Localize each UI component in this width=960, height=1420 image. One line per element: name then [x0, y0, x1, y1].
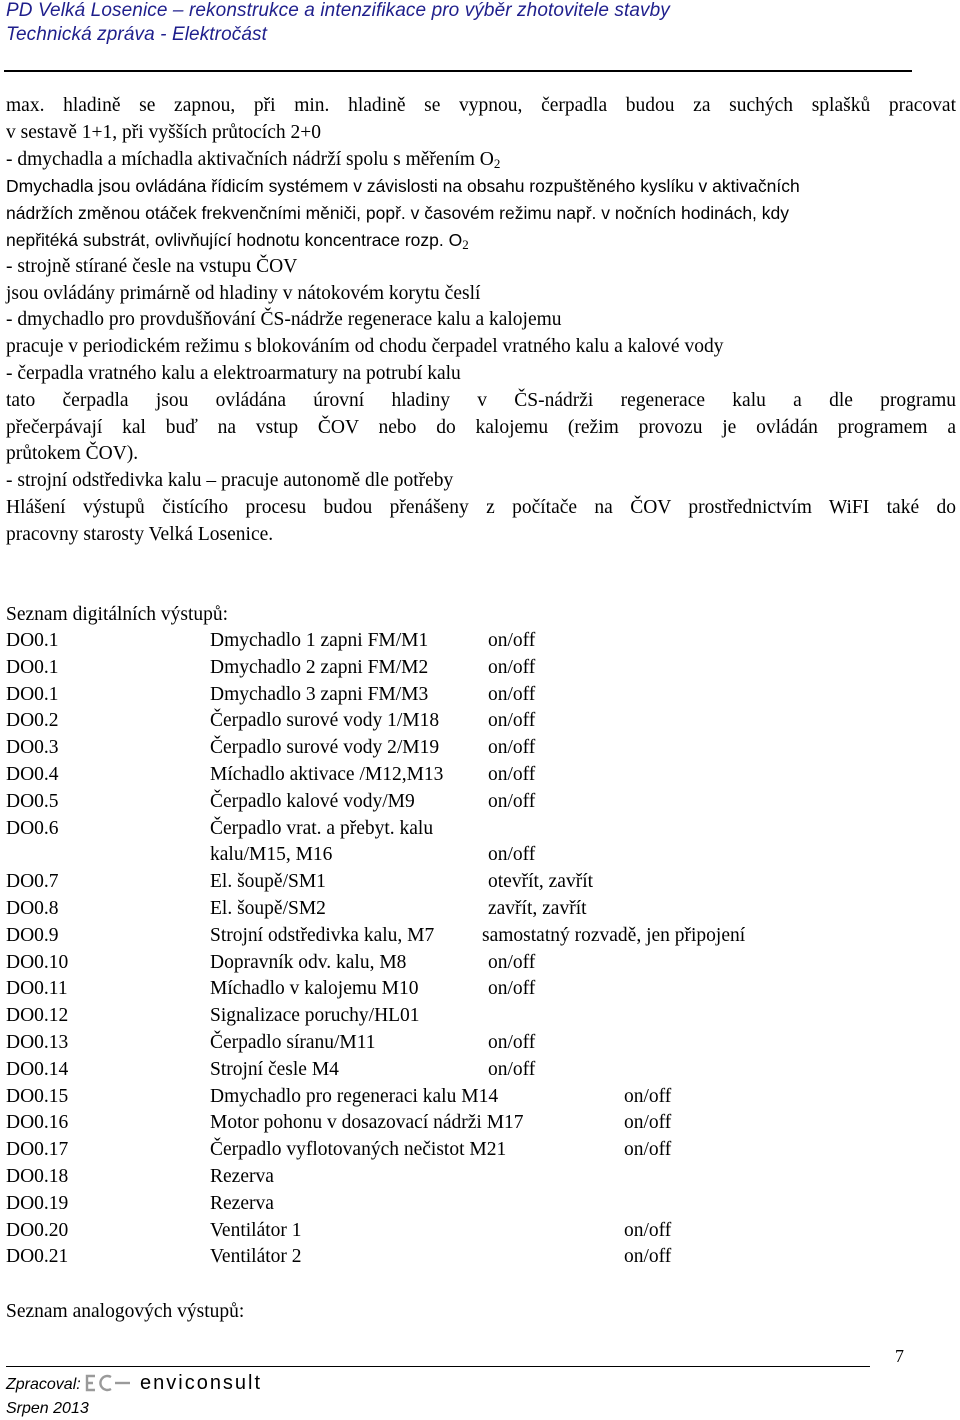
table-row: [6, 952, 946, 979]
output-code: DO0.18: [6, 1165, 69, 1187]
ec-logo-icon: [84, 1373, 134, 1393]
output-description: Dmychadlo 3 zapni FM/M3: [210, 683, 429, 705]
output-description: kalu/M15, M16: [210, 844, 333, 866]
footer-rule: [6, 1366, 870, 1367]
body-line: [6, 227, 956, 254]
body-line: pracovny starosty Velká Losenice.: [6, 523, 274, 545]
output-code: DO0.1: [6, 656, 59, 678]
output-description: Dmychadlo pro regeneraci kalu M14: [210, 1085, 499, 1107]
output-code: DO0.20: [6, 1219, 69, 1241]
output-state: on/off: [488, 844, 536, 866]
output-code: DO0.10: [6, 951, 69, 973]
table-row: [6, 1032, 946, 1059]
output-code: DO0.1: [6, 683, 59, 705]
body-line-text: - dmychadla a míchadla aktivačních nádrží spolu s měřením O: [6, 148, 494, 170]
output-code: DO0.17: [6, 1139, 69, 1161]
digital-outputs-table: [6, 630, 946, 1273]
output-code: DO0.4: [6, 763, 59, 785]
output-description: Dmychadlo 2 zapni FM/M2: [210, 656, 429, 678]
body-line: Hlášení výstupů čistícího procesu budou přenášeny z počítače na ČOV prostřednictvím WiFI také do: [6, 496, 956, 518]
output-state: on/off: [624, 1139, 672, 1161]
table-row: [6, 818, 946, 845]
header-report-title: Technická zpráva - Elektročást: [6, 24, 268, 45]
table-row: [6, 684, 946, 711]
footer-prepared-by: Zpracoval:: [6, 1376, 81, 1393]
output-description: Motor pohonu v dosazovací nádrži M17: [210, 1112, 524, 1134]
output-state: on/off: [488, 683, 536, 705]
output-state: on/off: [624, 1085, 672, 1107]
output-description: Míchadlo aktivace /M12,M13: [210, 763, 444, 785]
table-row: [6, 1005, 946, 1032]
output-state: on/off: [624, 1112, 672, 1134]
output-description: El. šoupě/SM1: [210, 871, 326, 893]
output-description: Čerpadlo surové vody 2/M19: [210, 737, 440, 759]
output-code: DO0.9: [6, 924, 59, 946]
body-line: průtokem ČOV).: [6, 443, 139, 465]
output-code: DO0.3: [6, 737, 59, 759]
header-rule: [4, 70, 912, 72]
output-state: on/off: [624, 1246, 672, 1268]
header-project-title: PD Velká Losenice – rekonstrukce a intenzifikace pro výběr zhotovitele stavby: [6, 0, 670, 21]
page-number: 7: [895, 1346, 904, 1366]
table-row: [6, 737, 946, 764]
output-description: Čerpadlo síranu/M11: [210, 1031, 376, 1053]
output-description: Míchadlo v kalojemu M10: [210, 978, 419, 1000]
output-code: DO0.7: [6, 871, 59, 893]
table-row: [6, 1139, 946, 1166]
table-row: [6, 1166, 946, 1193]
body-line: - strojně stírané česle na vstupu ČOV: [6, 255, 298, 277]
logo-text: enviconsult: [140, 1371, 263, 1394]
output-state: on/off: [488, 630, 536, 651]
table-row: [6, 1246, 946, 1273]
body-line: Dmychadla jsou ovládána řídicím systémem v závislosti na obsahu rozpuštěného kyslíku v aktivačních: [6, 176, 800, 197]
output-description: Čerpadlo vyflotovaných nečistot M21: [210, 1139, 507, 1161]
output-code: DO0.19: [6, 1192, 69, 1214]
table-row: [6, 1220, 946, 1247]
table-row: [6, 978, 946, 1005]
footer-date: Srpen 2013: [6, 1400, 89, 1417]
table-row: [6, 871, 946, 898]
output-description: El. šoupě/SM2: [210, 897, 326, 919]
output-description: Čerpadlo vrat. a přebyt. kalu: [210, 817, 434, 839]
body-line: jsou ovládány primárně od hladiny v nátokovém korytu česlí: [6, 282, 481, 304]
output-code: DO0.1: [6, 630, 59, 651]
digital-outputs-title: Seznam digitálních výstupů:: [6, 604, 229, 625]
output-description: Rezerva: [210, 1192, 274, 1214]
output-code: DO0.2: [6, 710, 59, 732]
body-line: v sestavě 1+1, při vyšších průtocích 2+0: [6, 121, 321, 143]
output-description: Signalizace poruchy/HL01: [210, 1005, 420, 1027]
output-description: Ventilátor 2: [210, 1246, 302, 1268]
output-state: samostatný rozvadě, jen připojení: [482, 924, 746, 946]
table-row: [6, 791, 946, 818]
body-line: tato čerpadla jsou ovládána úrovní hladiny v ČS-nádrži regenerace kalu a dle programu: [6, 389, 956, 411]
table-row: [6, 657, 946, 684]
table-row: [6, 844, 946, 871]
output-description: Ventilátor 1: [210, 1219, 302, 1241]
output-description: Čerpadlo surové vody 1/M18: [210, 710, 440, 732]
body-line: - čerpadla vratného kalu a elektroarmatury na potrubí kalu: [6, 362, 461, 384]
body-line: - strojní odstředivka kalu – pracuje autonomě dle potřeby: [6, 470, 454, 492]
output-state: on/off: [488, 656, 536, 678]
output-state: on/off: [488, 737, 536, 759]
output-code: DO0.21: [6, 1246, 69, 1268]
table-row: [6, 1112, 946, 1139]
body-line: max. hladině se zapnou, při min. hladině se vypnou, čerpadla budou za suchých splašků pracovat: [6, 95, 956, 116]
body-line: - dmychadlo pro provdušňování ČS-nádrže regenerace kalu a kalojemu: [6, 309, 562, 331]
output-code: DO0.13: [6, 1031, 69, 1053]
output-state: on/off: [488, 710, 536, 732]
subscript: 2: [462, 236, 469, 252]
output-description: Rezerva: [210, 1165, 274, 1187]
table-row: [6, 710, 946, 737]
body-line: pracuje v periodickém režimu s blokováním od chodu čerpadel vratného kalu a kalové vody: [6, 336, 724, 358]
output-description: Čerpadlo kalové vody/M9: [210, 790, 415, 812]
output-state: on/off: [488, 951, 536, 973]
output-code: DO0.12: [6, 1005, 69, 1027]
table-row: [6, 1193, 946, 1220]
output-state: on/off: [488, 763, 536, 785]
subscript: 2: [493, 155, 501, 171]
output-code: DO0.14: [6, 1058, 69, 1080]
output-code: DO0.8: [6, 897, 59, 919]
table-row: [6, 764, 946, 791]
enviconsult-logo: [84, 1371, 262, 1395]
output-state: zavřít, zavřít: [488, 897, 587, 919]
body-line: nádržích změnou otáček frekvenčními měniči, popř. v časovém režimu např. v nočních hodinách, kdy: [6, 203, 790, 224]
output-state: on/off: [488, 1031, 536, 1053]
output-code: DO0.15: [6, 1085, 69, 1107]
body-line-text: nepřitéká substrát, ovlivňující hodnotu koncentrace rozp. O: [6, 229, 463, 250]
output-state: on/off: [488, 1058, 536, 1080]
output-state: otevřít, zavřít: [488, 871, 594, 893]
output-state: on/off: [488, 790, 536, 812]
table-row: [6, 1086, 946, 1113]
output-description: Dopravník odv. kalu, M8: [210, 951, 407, 973]
output-description: Strojní odstředivka kalu, M7: [210, 924, 435, 946]
table-row: [6, 1059, 946, 1086]
table-row: [6, 925, 946, 952]
output-state: on/off: [624, 1219, 672, 1241]
body-line: [6, 147, 956, 174]
analog-outputs-title: Seznam analogových výstupů:: [6, 1301, 245, 1322]
table-row: [6, 630, 946, 657]
body-line: přečerpávají kal buď na vstup ČOV nebo do kalojemu (režim provozu je ovládán programem a: [6, 416, 956, 438]
output-code: DO0.11: [6, 978, 68, 1000]
output-code: DO0.5: [6, 790, 59, 812]
output-code: DO0.16: [6, 1112, 69, 1134]
body-text: [6, 93, 956, 549]
output-state: on/off: [488, 978, 536, 1000]
output-description: Strojní česle M4: [210, 1058, 339, 1080]
output-code: DO0.6: [6, 817, 59, 839]
table-row: [6, 898, 946, 925]
output-description: Dmychadlo 1 zapni FM/M1: [210, 630, 429, 651]
